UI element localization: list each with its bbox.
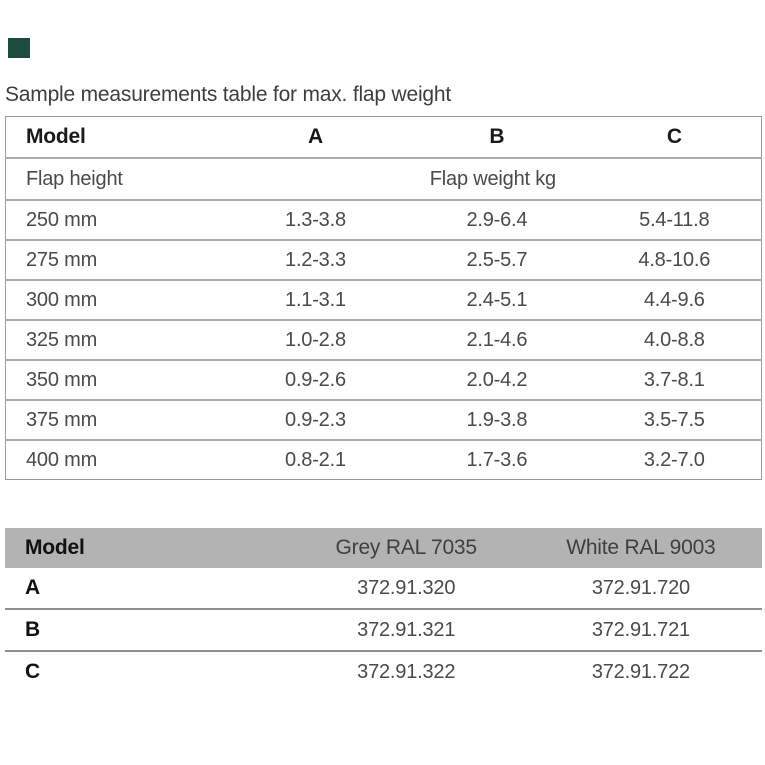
grey-code-cell: 372.91.321 xyxy=(293,609,520,651)
table-row xyxy=(6,200,762,240)
white-code-cell: 372.91.720 xyxy=(520,568,762,609)
weight-c-cell: 4.8-10.6 xyxy=(588,240,762,280)
weight-a-cell: 1.1-3.1 xyxy=(225,280,406,320)
weight-a-cell: 0.9-2.3 xyxy=(225,400,406,440)
weight-c-cell: 4.4-9.6 xyxy=(588,280,762,320)
weight-a-cell: 1.3-3.8 xyxy=(225,200,406,240)
flap-height-cell: 350 mm xyxy=(6,360,225,400)
weight-c-cell: 3.2-7.0 xyxy=(588,440,762,480)
order-header-row xyxy=(5,528,762,568)
table-row xyxy=(6,320,762,360)
weight-c-cell: 3.5-7.5 xyxy=(588,400,762,440)
model-cell: C xyxy=(5,651,293,692)
header-b: B xyxy=(489,125,505,148)
header-model: Model xyxy=(26,125,86,148)
table-row xyxy=(6,400,762,440)
flap-height-cell: 325 mm xyxy=(6,320,225,360)
measurements-table xyxy=(5,116,762,480)
table-row xyxy=(6,440,762,480)
weight-a-cell: 1.0-2.8 xyxy=(225,320,406,360)
header-c: C xyxy=(666,125,682,148)
flap-height-cell: 400 mm xyxy=(6,440,225,480)
grey-code-cell: 372.91.322 xyxy=(293,651,520,692)
white-code-cell: 372.91.722 xyxy=(520,651,762,692)
order-table xyxy=(5,528,762,692)
weight-b-cell: 1.9-3.8 xyxy=(406,400,587,440)
weight-a-cell: 1.2-3.3 xyxy=(225,240,406,280)
weight-c-cell: 3.7-8.1 xyxy=(588,360,762,400)
weight-b-cell: 2.1-4.6 xyxy=(406,320,587,360)
order-header-white: White RAL 9003 xyxy=(520,528,762,568)
grey-code-cell: 372.91.320 xyxy=(293,568,520,609)
table-row xyxy=(5,568,762,609)
white-code-cell: 372.91.721 xyxy=(520,609,762,651)
weight-b-cell: 2.9-6.4 xyxy=(406,200,587,240)
flap-height-cell: 275 mm xyxy=(6,240,225,280)
order-header-grey: Grey RAL 7035 xyxy=(293,528,520,568)
measurements-header-row xyxy=(6,117,762,159)
flap-height-cell: 375 mm xyxy=(6,400,225,440)
measurements-subheader-row xyxy=(6,158,762,200)
model-cell: B xyxy=(5,609,293,651)
table-row xyxy=(6,240,762,280)
weight-b-cell: 2.0-4.2 xyxy=(406,360,587,400)
header-a: A xyxy=(307,125,323,148)
order-header-model: Model xyxy=(5,528,293,568)
weight-a-cell: 0.8-2.1 xyxy=(225,440,406,480)
weight-b-cell: 1.7-3.6 xyxy=(406,440,587,480)
flap-height-cell: 250 mm xyxy=(6,200,225,240)
table-row xyxy=(5,609,762,651)
weight-b-cell: 2.4-5.1 xyxy=(406,280,587,320)
table-row xyxy=(5,651,762,692)
weight-a-cell: 0.9-2.6 xyxy=(225,360,406,400)
weight-c-cell: 4.0-8.8 xyxy=(588,320,762,360)
weight-c-cell: 5.4-11.8 xyxy=(588,200,762,240)
page-corner-marker xyxy=(8,38,30,58)
subheader-flap-height: Flap height xyxy=(6,158,225,200)
weight-b-cell: 2.5-5.7 xyxy=(406,240,587,280)
table-row xyxy=(6,360,762,400)
subheader-flap-weight: Flap weight kg xyxy=(225,158,762,200)
model-cell: A xyxy=(5,568,293,609)
table-row xyxy=(6,280,762,320)
flap-height-cell: 300 mm xyxy=(6,280,225,320)
page-title: Sample measurements table for max. flap weight xyxy=(5,83,452,106)
